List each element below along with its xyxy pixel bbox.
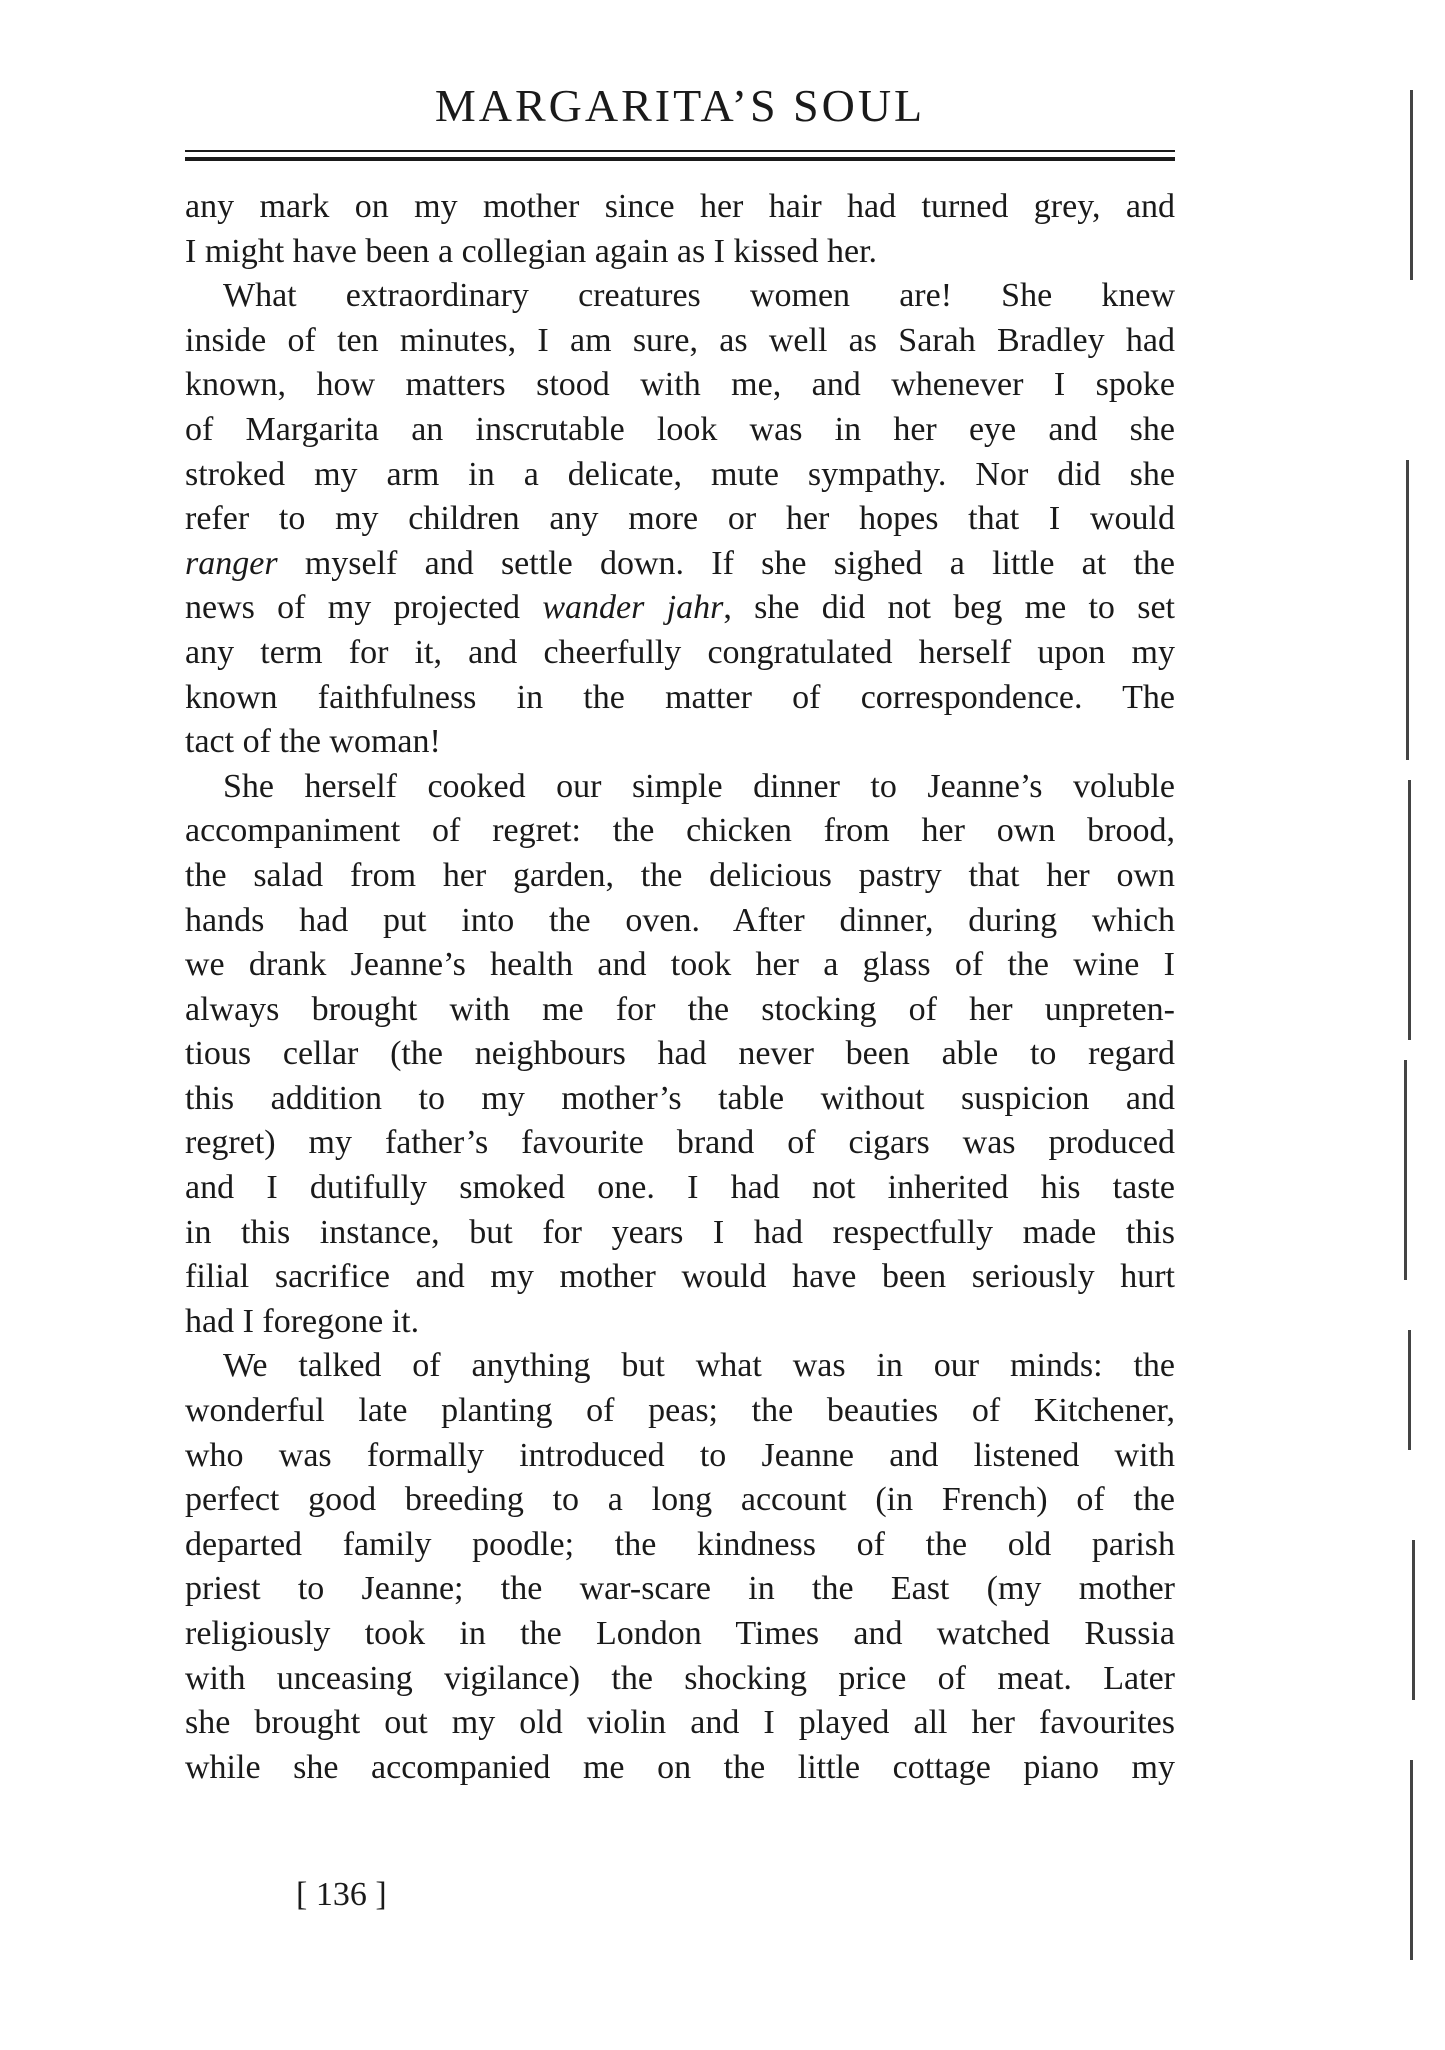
text-line: What extraordinary creatures women are! She knew	[223, 277, 1175, 315]
text-line: refer to my children any more or her hopes that I would	[185, 500, 1175, 538]
text-line: and I dutifully smoked one. I had not inherited his taste	[185, 1169, 1175, 1207]
text-line: We talked of anything but what was in our minds: the	[223, 1347, 1175, 1385]
header-rule-thin	[185, 150, 1175, 152]
text-line: always brought with me for the stocking of her unpreten-	[185, 990, 1175, 1028]
text-line: departed family poodle; the kindness of the old parish	[185, 1525, 1175, 1563]
text-line: stroked my arm in a delicate, mute sympathy. Nor did she	[185, 455, 1175, 493]
text-line: in this instance, but for years I had respectfully made this	[185, 1213, 1175, 1251]
text-line: accompaniment of regret: the chicken from her own brood,	[185, 812, 1175, 850]
header-rule-thick	[185, 157, 1175, 161]
text-line: tact of the woman!	[185, 723, 441, 761]
text-line: I might have been a collegian again as I kissed her.	[185, 232, 878, 270]
text-line: religiously took in the London Times and watched Russia	[185, 1615, 1175, 1652]
header-double-rule	[185, 150, 1175, 166]
text-line: we drank Jeanne’s health and took her a glass of the wine I	[185, 946, 1175, 984]
scan-edge-marks	[1390, 60, 1430, 1960]
text-line: had I foregone it.	[185, 1302, 420, 1340]
text-line: ranger myself and settle down. If she sighed a little at the	[185, 544, 1175, 582]
running-title: MARGARITA’S SOUL	[434, 80, 926, 131]
text-line: priest to Jeanne; the war-scare in the East (my mother	[185, 1570, 1175, 1608]
text-line: known, how matters stood with me, and whenever I spoke	[185, 366, 1175, 404]
text-line: while she accompanied me on the little cottage piano my	[185, 1748, 1175, 1786]
text-line: She herself cooked our simple dinner to Jeanne’s voluble	[223, 767, 1175, 805]
text-line: with unceasing vigilance) the shocking price of meat. Later	[185, 1659, 1175, 1697]
text-line: regret) my father’s favourite brand of cigars was produced	[185, 1124, 1175, 1162]
text-line: known faithfulness in the matter of correspondence. The	[185, 678, 1175, 716]
text-line: this addition to my mother’s table without suspicion and	[185, 1079, 1175, 1117]
text-line: news of my projected wander jahr, she did not beg me to set	[185, 589, 1175, 627]
text-line: any term for it, and cheerfully congratulated herself upon my	[185, 633, 1175, 671]
text-line: inside of ten minutes, I am sure, as well as Sarah Bradley had	[185, 321, 1175, 359]
text-line: of Margarita an inscrutable look was in her eye and she	[185, 410, 1175, 448]
page-number: [ 136 ]	[296, 1876, 387, 1913]
text-line: any mark on my mother since her hair had turned grey, and	[185, 188, 1175, 225]
body-text	[185, 185, 1175, 1790]
text-line: hands had put into the oven. After dinner, during which	[185, 901, 1175, 939]
text-line: filial sacrifice and my mother would have been seriously hurt	[185, 1258, 1175, 1296]
text-line: tious cellar (the neighbours had never been able to regard	[185, 1035, 1175, 1073]
text-line: wonderful late planting of peas; the beauties of Kitchener,	[185, 1392, 1175, 1430]
text-line: the salad from her garden, the delicious pastry that her own	[185, 856, 1175, 894]
text-line: perfect good breeding to a long account (in French) of the	[185, 1481, 1175, 1519]
text-line: she brought out my old violin and I played all her favourites	[185, 1704, 1175, 1742]
text-line: who was formally introduced to Jeanne and listened with	[185, 1436, 1175, 1474]
